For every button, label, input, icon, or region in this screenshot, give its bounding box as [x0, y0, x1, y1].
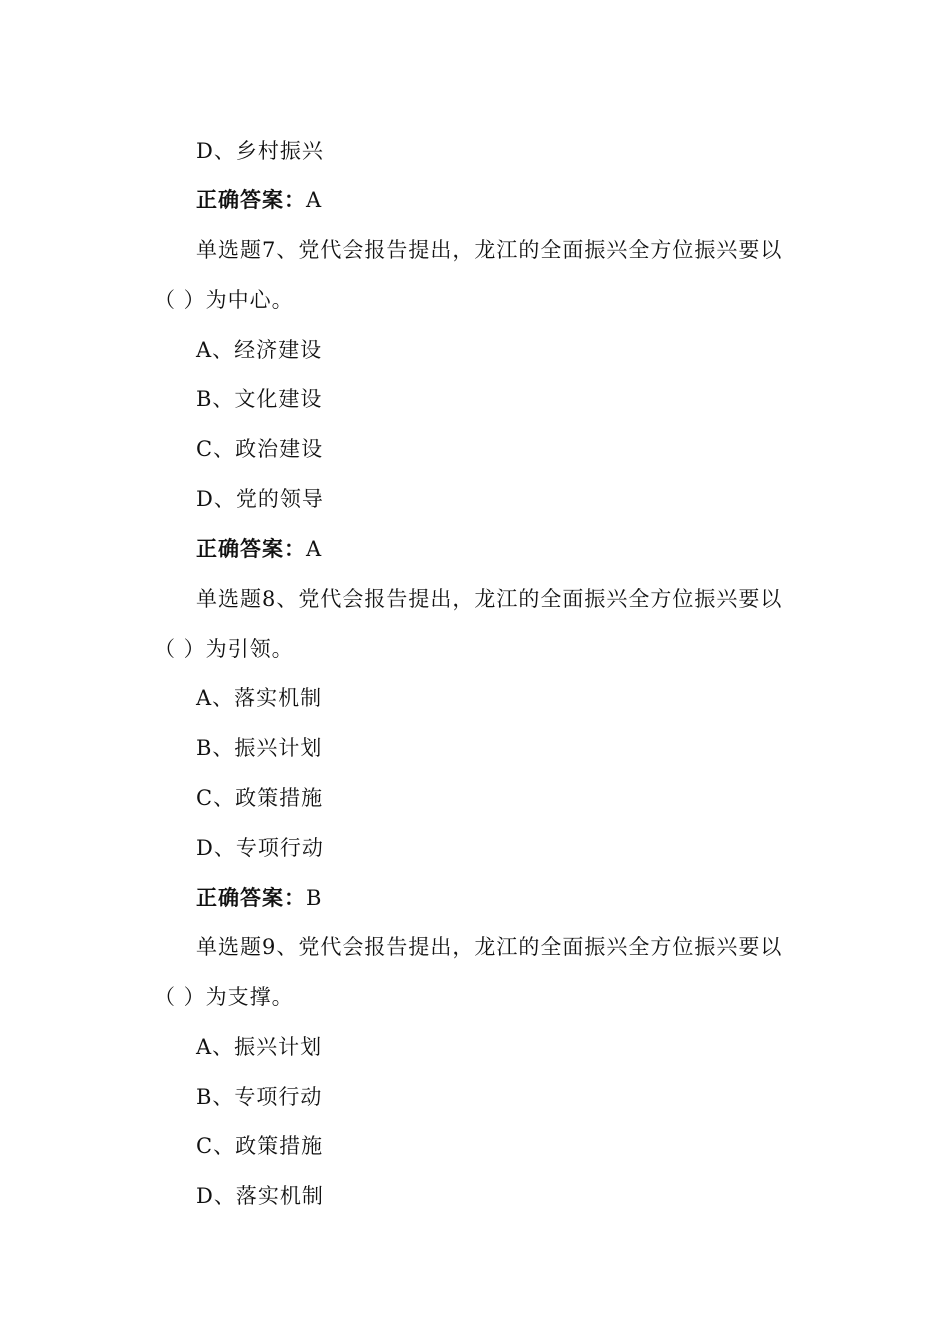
option-text: D、党的领导: [196, 487, 324, 511]
option-text: B、专项行动: [196, 1085, 323, 1109]
answer-label: 正确答案：: [196, 885, 306, 910]
answer-label: 正确答案：: [196, 187, 306, 212]
option-text: A、振兴计划: [196, 1035, 323, 1059]
option-text: A、经济建设: [196, 338, 323, 362]
question-stem-continuation: （ ）为引领。: [154, 637, 294, 661]
correct-answer: [196, 534, 322, 564]
correct-answer: [196, 883, 322, 913]
option-text: A、落实机制: [196, 686, 323, 710]
question-stem: 单选题9、党代会报告提出，龙江的全面振兴全方位振兴要以: [196, 935, 783, 959]
question-stem-continuation: （ ）为支撑。: [154, 985, 294, 1009]
option-text: B、振兴计划: [196, 736, 323, 760]
answer-label: 正确答案：: [196, 536, 306, 561]
answer-value: B: [306, 886, 323, 910]
answer-value: A: [306, 537, 323, 561]
question-stem: 单选题8、党代会报告提出，龙江的全面振兴全方位振兴要以: [196, 587, 783, 611]
correct-answer: [196, 185, 322, 215]
option-text: C、政治建设: [196, 437, 324, 461]
option-text: B、文化建设: [196, 387, 323, 411]
option-text: D、落实机制: [196, 1184, 324, 1208]
option-text: D、乡村振兴: [196, 139, 324, 163]
question-stem: 单选题7、党代会报告提出，龙江的全面振兴全方位振兴要以: [196, 238, 783, 262]
option-text: C、政策措施: [196, 786, 324, 810]
answer-value: A: [306, 188, 323, 212]
option-text: D、专项行动: [196, 836, 324, 860]
question-stem-continuation: （ ）为中心。: [154, 288, 294, 312]
option-text: C、政策措施: [196, 1134, 324, 1158]
